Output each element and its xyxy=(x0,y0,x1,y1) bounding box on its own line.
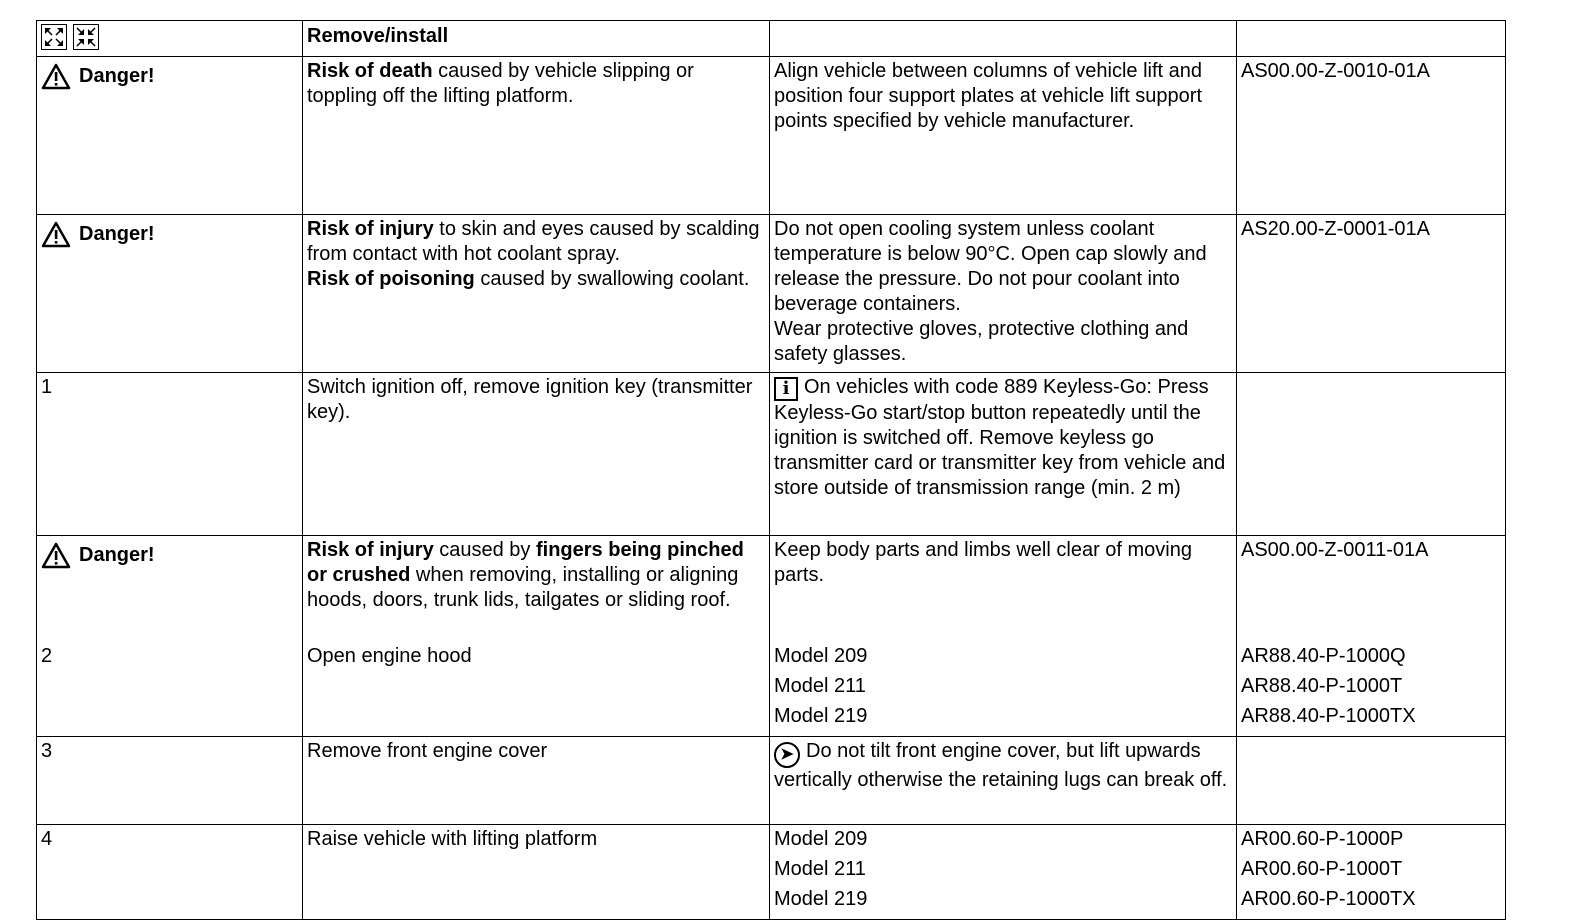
instruction-text: Do not open cooling system unless coolant temperature is below 90°C. Open cap slowly and release the pressure. Do not pour coolant into beverage containers. xyxy=(774,218,1207,315)
instruction-cell xyxy=(770,373,1237,536)
document-ref[interactable]: AR00.60-P-1000TX xyxy=(1241,887,1416,910)
risk-text: caused by xyxy=(433,539,536,561)
danger-cell xyxy=(37,536,303,642)
document-ref xyxy=(1237,373,1506,536)
document-ref[interactable]: AS00.00-Z-0010-01A xyxy=(1237,57,1506,215)
step-number: 3 xyxy=(37,736,303,824)
model-item: Model 209 xyxy=(774,644,868,667)
table-row xyxy=(37,373,1506,536)
instruction-text: Wear protective gloves, protective clothing and safety glasses. xyxy=(774,318,1189,365)
step-number: 4 xyxy=(37,824,303,919)
model-item: Model 211 xyxy=(774,674,866,697)
risk-heading: fingers being pinched or crushed xyxy=(307,539,744,586)
instruction-text: On vehicles with code 889 Keyless-Go: Press Keyless-Go start/stop button repeatedly until the ignition is switched off. Remove keyless go transmitter card or transmitter key from vehicle and store outside of transmission range (min. 2 m) xyxy=(774,376,1226,499)
expand-icon[interactable] xyxy=(41,24,67,50)
table-row xyxy=(37,736,1506,824)
document-ref xyxy=(1237,736,1506,824)
header-empty-cell xyxy=(770,21,1237,57)
instruction-cell xyxy=(770,736,1237,824)
procedure-table xyxy=(36,20,1506,920)
danger-label: Danger! xyxy=(79,223,155,245)
instruction-text: Do not tilt front engine cover, but lift upwards vertically otherwise the retaining lugs can break off. xyxy=(774,739,1228,791)
risk-heading: Risk of injury xyxy=(307,539,434,561)
table-header-row xyxy=(37,21,1506,57)
risk-cell xyxy=(303,57,770,215)
danger-cell xyxy=(37,215,303,373)
info-icon: i xyxy=(774,377,798,401)
document-ref[interactable]: AR88.40-P-1000T xyxy=(1241,674,1403,697)
model-item: Model 211 xyxy=(774,857,866,880)
table-row xyxy=(37,536,1506,642)
risk-heading: Risk of death xyxy=(307,60,433,82)
header-empty-cell xyxy=(1237,21,1506,57)
step-action: Switch ignition off, remove ignition key (transmitter key). xyxy=(303,373,770,536)
header-title: Remove/install xyxy=(303,21,770,57)
risk-cell xyxy=(303,536,770,642)
model-list xyxy=(770,642,1237,737)
model-item: Model 219 xyxy=(774,887,868,910)
step-number: 2 xyxy=(37,642,303,737)
model-item: Model 209 xyxy=(774,827,868,850)
step-action: Open engine hood xyxy=(303,642,770,737)
danger-label: Danger! xyxy=(79,65,155,87)
step-action: Remove front engine cover xyxy=(303,736,770,824)
model-list xyxy=(770,824,1237,919)
document-ref[interactable]: AR00.60-P-1000P xyxy=(1241,827,1404,850)
danger-label: Danger! xyxy=(79,544,155,566)
risk-text: when removing, installing or aligning hoods, doors, trunk lids, tailgates or sliding roof. xyxy=(307,564,739,611)
risk-text: caused by swallowing coolant. xyxy=(474,268,750,290)
warning-triangle-icon xyxy=(41,63,71,90)
document-ref[interactable]: AR88.40-P-1000TX xyxy=(1241,704,1416,727)
document-ref[interactable]: AR88.40-P-1000Q xyxy=(1241,644,1406,667)
step-action: Raise vehicle with lifting platform xyxy=(303,824,770,919)
note-arrow-icon: ➤ xyxy=(774,742,800,768)
document-ref[interactable]: AS00.00-Z-0011-01A xyxy=(1237,536,1506,642)
instruction-cell: Align vehicle between columns of vehicle lift and position four support plates at vehicle lift support points specified by vehicle manufacturer. xyxy=(770,57,1237,215)
step-number: 1 xyxy=(37,373,303,536)
table-row xyxy=(37,824,1506,919)
ref-list xyxy=(1237,642,1506,737)
document-ref[interactable]: AS20.00-Z-0001-01A xyxy=(1237,215,1506,373)
warning-triangle-icon xyxy=(41,221,71,248)
risk-cell xyxy=(303,215,770,373)
table-row xyxy=(37,215,1506,373)
danger-cell xyxy=(37,57,303,215)
risk-heading: Risk of injury xyxy=(307,218,434,240)
risk-text: to skin and eyes caused by scalding from contact with hot coolant spray. xyxy=(307,218,760,265)
risk-text: caused by vehicle slipping or toppling off the lifting platform. xyxy=(307,60,694,107)
header-icons-cell xyxy=(37,21,303,57)
instruction-cell: Keep body parts and limbs well clear of moving parts. xyxy=(770,536,1237,642)
ref-list xyxy=(1237,824,1506,919)
document-ref[interactable]: AR00.60-P-1000T xyxy=(1241,857,1403,880)
model-item: Model 219 xyxy=(774,704,868,727)
collapse-icon[interactable] xyxy=(73,24,99,50)
table-row xyxy=(37,642,1506,737)
risk-heading: Risk of poisoning xyxy=(307,268,475,290)
table-row xyxy=(37,57,1506,215)
instruction-cell xyxy=(770,215,1237,373)
warning-triangle-icon xyxy=(41,542,71,569)
